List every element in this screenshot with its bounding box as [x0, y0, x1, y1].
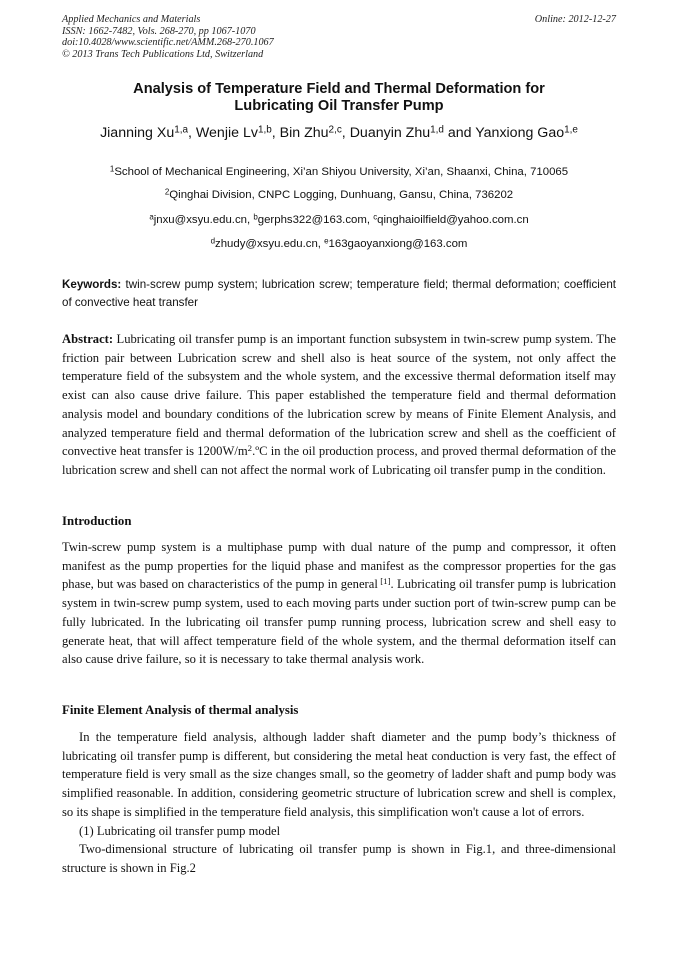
author-sup: 1,a	[174, 124, 189, 136]
author-sep: ,	[188, 125, 196, 141]
author-list	[30, 125, 648, 141]
keywords-label: Keywords:	[62, 278, 122, 291]
intro-text-1: Twin-screw pump system is a multiphase pump with dual nature of the pump and compressor, it often manifest as the pump properties for the liquid phase and manifest as the compressor properties for the gas phase, but was based on characteristics of the pump in general	[62, 540, 616, 592]
keywords-text: twin-screw pump system; lubrication screw; temperature field; thermal deformation; coefficient of convective heat transfer	[62, 278, 616, 309]
email-a[interactable]: jnxu@xsyu.edu.cn,	[153, 214, 254, 226]
email-b[interactable]: gerphs322@163.com,	[257, 214, 374, 226]
email-e[interactable]: 163gaoyanxiong@163.com	[328, 238, 468, 250]
email-sup: e	[324, 236, 329, 246]
email-c[interactable]: qinghaioilfield@yahoo.com.cn	[377, 214, 529, 226]
email-sup: c	[373, 212, 378, 222]
author-name: Wenjie Lv	[195, 125, 258, 141]
aff-sup: 2	[164, 187, 170, 197]
fea-paragraph-2: (1) Lubricating oil transfer pump model	[79, 823, 281, 838]
author-sup: 1,d	[430, 124, 444, 136]
affiliation-1	[30, 166, 648, 178]
title-line-2: Lubricating Oil Transfer Pump	[234, 98, 444, 114]
author-name: Duanyin Zhu	[349, 125, 431, 141]
fea-body	[62, 728, 616, 878]
intro-text-2: . Lubricating oil transfer pump is lubrication system in twin-screw pump system, used to each moving parts under suction port of twin-screw pump can be fully lubricated. In the lubricating oil transfer pump running process, lubrication screw and shell easy to generate heat, that will affect temperature field of the whole system, and the thermal deformation itself can also cause drive failure, so it is necessary to take thermal analysis work.	[62, 577, 616, 667]
email-sup: a	[149, 212, 154, 222]
author-sep: and	[443, 125, 476, 141]
journal-name: Applied Mechanics and Materials	[62, 14, 201, 25]
author-name: Bin Zhu	[279, 125, 329, 141]
email-line-1	[30, 214, 648, 226]
email-sup: b	[253, 212, 258, 222]
paper-title	[62, 81, 616, 115]
author-name: Yanxiong Gao	[475, 125, 565, 141]
citation-ref[interactable]: [1]	[377, 576, 391, 587]
author-sep: ,	[271, 125, 280, 141]
journal-header	[62, 14, 616, 60]
fea-paragraph-1: In the temperature field analysis, although ladder shaft diameter and the pump body’s thickness of lubricating oil transfer pump is different, but considering the metal heat conduction is very fast, the effect of temperature field is very small as the size changes small, so the geometry of ladder shaft and pump body was simplified reasonable. In addition, considering geometric structure of lubrication screw and shell is complex, so its shape is simplified in the temperature field analysis, this simplification won't cause a lot of errors.	[62, 730, 616, 819]
abstract-text-1: Lubricating oil transfer pump is an important function subsystem in twin-screw pump system. The friction pair between Lubrication screw and shell also is heat source of the system, not only affect the temperature field of the subsystem and the whole system, and the excessive thermal deformation itself may exist can also cause drive failure. This paper established the temperature field and thermal deformation analysis model and boundary conditions of the lubrication screw by means of Finite Element Analysis, and analyzed temperature field and thermal deformation of the lubrication screw and shell as the coefficient of convective heat transfer is 1200W/m	[62, 332, 616, 459]
doi-line: doi:10.4028/www.scientific.net/AMM.268-270.1067	[62, 37, 274, 49]
abstract-sup: 2	[247, 443, 253, 454]
email-sup: d	[210, 236, 216, 246]
email-line-2	[30, 238, 648, 250]
introduction-body	[62, 538, 616, 669]
copyright-line: © 2013 Trans Tech Publications Ltd, Switzerland	[62, 48, 264, 60]
author-sup: 1,b	[257, 124, 272, 136]
online-date: Online: 2012-12-27	[534, 14, 616, 25]
introduction-heading: Introduction	[62, 514, 132, 528]
abstract-text-2: .ºC in the oil production process, and proved thermal deformation of the lubrication screw and shell can not affect the normal work of Lubricating oil transfer pump in the condition.	[62, 444, 616, 477]
author-sup: 1,e	[564, 124, 578, 136]
email-d[interactable]: zhudy@xsyu.edu.cn,	[215, 238, 325, 250]
title-line-1: Analysis of Temperature Field and Thermal Deformation for	[133, 81, 545, 97]
aff-text: School of Mechanical Engineering, Xi’an Shiyou University, Xi’an, Shaanxi, China, 710065	[114, 166, 569, 178]
abstract-label: Abstract:	[62, 332, 114, 346]
abstract	[62, 330, 616, 480]
author-sup: 2,c	[328, 124, 342, 136]
fea-heading: Finite Element Analysis of thermal analysis	[62, 703, 299, 717]
author-name: Jianning Xu	[100, 125, 175, 141]
keywords	[62, 276, 616, 311]
aff-text: Qinghai Division, CNPC Logging, Dunhuang, Gansu, China, 736202	[169, 189, 514, 201]
affiliation-2	[30, 189, 648, 201]
author-sep: ,	[341, 125, 350, 141]
aff-sup: 1	[109, 164, 115, 174]
issn-line: ISSN: 1662-7482, Vols. 268-270, pp 1067-1070	[62, 25, 256, 37]
fea-paragraph-3: Two-dimensional structure of lubricating oil transfer pump is shown in Fig.1, and three-dimensional structure is shown in Fig.2	[62, 842, 616, 875]
